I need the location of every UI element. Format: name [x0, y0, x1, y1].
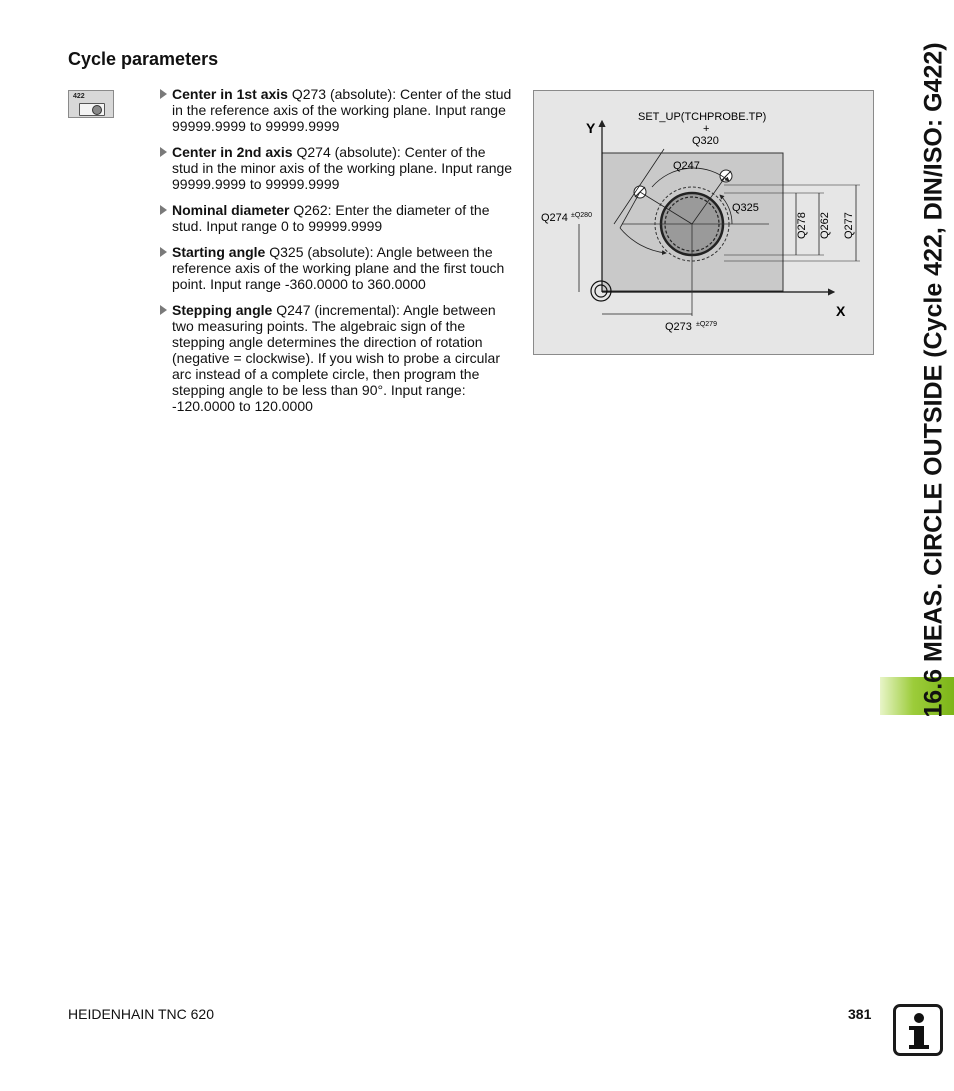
q273-label: Q273: [665, 321, 692, 333]
cycle-422-icon: [68, 90, 114, 118]
arrow-right-icon: [160, 247, 167, 257]
parameter-name: Stepping angle: [172, 302, 273, 318]
info-icon-base: [909, 1045, 929, 1049]
footer-product: HEIDENHAIN TNC 620: [68, 1006, 215, 1022]
parameter-description: Q325 (absolute): Angle between the reference axis of the working plane and the first touch point. Input range -360.0000 to 360.0000: [172, 244, 505, 292]
parameter-name: Nominal diameter: [172, 202, 290, 218]
q278-label: Q278: [796, 212, 808, 239]
cycle-diagram-svg: [534, 91, 875, 356]
q277-label: Q277: [843, 212, 855, 239]
q320-label: Q320: [692, 135, 719, 147]
parameter-name: Starting angle: [172, 244, 266, 260]
parameter-item: [158, 86, 513, 134]
parameter-list: [158, 86, 513, 424]
parameter-item: [158, 202, 513, 234]
y-axis-label: Y: [586, 120, 596, 136]
arrow-right-icon: [160, 305, 167, 315]
parameter-item: [158, 302, 513, 414]
chapter-title-vertical: [917, 10, 951, 750]
info-icon: [893, 1004, 943, 1056]
q274-label: Q274: [541, 212, 568, 224]
section-title: Cycle parameters: [68, 49, 219, 69]
arrow-right-icon: [160, 147, 167, 157]
cycle-icon-stud: [92, 105, 102, 115]
parameter-description: Q262: Enter the diameter of the stud. Input range 0 to 99999.9999: [172, 202, 490, 234]
plus-label: +: [703, 123, 710, 135]
arrow-right-icon: [160, 205, 167, 215]
q273-tolerance-label: ±Q279: [696, 321, 717, 328]
page-number: 381: [848, 1006, 872, 1022]
info-icon-dot: [914, 1013, 924, 1023]
parameter-name: Center in 2nd axis: [172, 144, 293, 160]
arrow-right-icon: [160, 89, 167, 99]
q262-label: Q262: [819, 212, 831, 239]
parameter-name: Center in 1st axis: [172, 86, 288, 102]
parameter-description: Q247 (incremental): Angle between two measuring points. The algebraic sign of the stepping angle determines the direction of rotation (negative = clockwise). If you wish to probe a circular arc instead of a complete circle, then program the stepping angle to be less than 90°. Input range: -120.0000 to 120.0000: [172, 302, 500, 414]
info-icon-stem: [914, 1026, 924, 1047]
x-axis-label: X: [836, 303, 846, 319]
chapter-title-text: 16.6 MEAS. CIRCLE OUTSIDE (Cycle 422, DIN/ISO: G422): [919, 42, 948, 718]
q325-label: Q325: [732, 202, 759, 214]
q247-label: Q247: [673, 160, 700, 172]
cycle-diagram: [533, 90, 874, 355]
q274-tolerance-label: ±Q280: [571, 212, 592, 219]
parameter-description: Q273 (absolute): Center of the stud in the reference axis of the working plane. Input range 99999.9999 to 99999.9999: [172, 86, 512, 134]
parameter-item: [158, 244, 513, 292]
parameter-description: Q274 (absolute): Center of the stud in the minor axis of the working plane. Input range 99999.9999 to 99999.9999: [172, 144, 513, 192]
parameter-item: [158, 144, 513, 192]
set-up-label: SET_UP(TCHPROBE.TP): [638, 111, 767, 123]
cycle-number: 422: [73, 93, 85, 100]
